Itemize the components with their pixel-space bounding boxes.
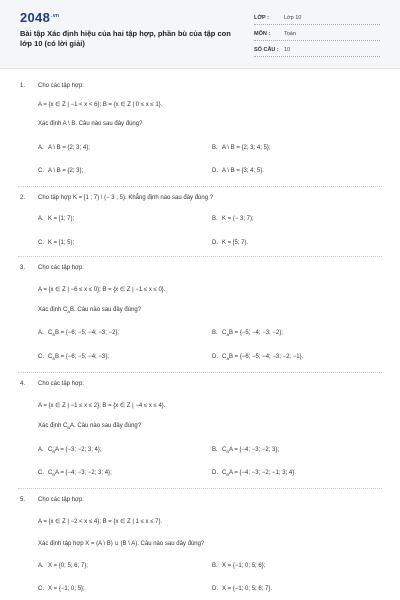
answer-option[interactable]: [212, 470, 296, 477]
option-text: $C_AB = \{-6$; −5; −4; −3; −2};: [48, 330, 120, 338]
question-text: A = {x ∈ Z | −1 < x < 6}; B = {x ∈ Z | 0 ≤ x ≤ 1}.: [38, 102, 163, 108]
question-text: Xác định $C_BA$. Câu nào sau đây đúng?: [38, 423, 142, 431]
option-text: A \ B = {2; 3; 4};: [48, 145, 90, 151]
answer-option[interactable]: [38, 330, 119, 337]
answer-option[interactable]: [212, 168, 264, 174]
option-text: A \ B = {3; 4; 5}.: [222, 168, 264, 174]
option-letter: D.: [212, 586, 218, 592]
option-letter: A.: [38, 563, 44, 569]
question-number: 1.: [20, 83, 26, 89]
answer-option[interactable]: [212, 145, 271, 151]
option-letter: C.: [38, 470, 44, 476]
option-text: $C_BA = \{-4$; −3; −2; 3};: [222, 447, 280, 455]
answer-option[interactable]: [38, 354, 109, 361]
option-letter: C.: [38, 586, 44, 592]
option-letter: A.: [38, 145, 44, 151]
option-letter: D.: [212, 168, 218, 174]
question-text: Xác định $C_AB$. Câu nào sau đây đúng?: [38, 307, 142, 315]
option-letter: B.: [212, 216, 218, 222]
answer-option[interactable]: [38, 168, 83, 174]
answer-option[interactable]: [38, 240, 74, 246]
answer-option[interactable]: [38, 216, 74, 222]
option-text: $C_BA = \{-4$; −3; −2; 3; 4};: [48, 470, 112, 478]
option-text: K = [1; 5);: [48, 240, 75, 246]
option-letter: C.: [38, 168, 44, 174]
answer-option[interactable]: [212, 216, 254, 222]
option-text: X = {−1; 0; 5};: [48, 586, 85, 592]
option-letter: A.: [38, 447, 44, 453]
answer-option[interactable]: [38, 470, 112, 477]
document-header: [0, 0, 400, 69]
question-number: 4.: [20, 381, 26, 387]
answer-option[interactable]: [212, 447, 279, 454]
question-text: A = {x ∈ Z | −2 < x ≤ 4}; B = {x ∈ Z | 1 ≤ x ≤ 7}.: [38, 519, 163, 525]
option-letter: B.: [212, 330, 218, 336]
question-text: Cho các tập hợp:: [38, 497, 84, 503]
question-text: Cho các tập hợp:: [38, 265, 84, 271]
option-text: A \ B = {2; 3; 4; 5};: [222, 145, 271, 151]
option-letter: D.: [212, 240, 218, 246]
question-divider: [18, 186, 382, 187]
option-text: A \ B = {2; 3};: [48, 168, 84, 174]
option-text: $C_AB = \{-6$; −5; −4; −3};: [48, 354, 109, 362]
option-text: X = {−1; 0; 5; 6};: [222, 563, 266, 569]
answer-option[interactable]: [212, 354, 303, 361]
option-text: K = (− 3; 7);: [222, 216, 254, 222]
option-letter: A.: [38, 330, 44, 336]
question-number: 2.: [20, 195, 26, 201]
option-letter: B.: [212, 145, 218, 151]
option-letter: D.: [212, 470, 218, 476]
answer-option[interactable]: [212, 586, 272, 592]
option-letter: C.: [38, 354, 44, 360]
question-count-field: SỐ CÂU : 10: [254, 44, 380, 57]
question-text: A = {x ∈ Z | −6 ≤ x ≤ 0}; B = {x ∈ Z | −1 ≤ x ≤ 0}.: [38, 287, 166, 293]
option-text: $C_BA = \{-4$; −3; −2; −1; 3; 4}.: [222, 470, 296, 478]
option-text: X = {0; 5; 6; 7};: [48, 563, 88, 569]
question-text: Xác định A \ B. Câu nào sau đây đúng?: [38, 121, 143, 127]
question-divider: [18, 256, 382, 257]
option-text: X = {−1; 0; 5; 6; 7}.: [222, 586, 273, 592]
option-text: $C_AB = \{-6$; −5; −4; −3; −2; −1}.: [222, 354, 304, 362]
option-text: K = [5; 7).: [222, 240, 249, 246]
option-letter: D.: [212, 354, 218, 360]
page-title: Bài tập Xác định hiệu của hai tập hợp, phần bù của tập con lớp 10 (có lời giải): [20, 29, 231, 48]
question-number: 5.: [20, 497, 26, 503]
option-letter: B.: [212, 563, 218, 569]
option-text: $C_AB = \{-5$; −4; −3; −2};: [222, 330, 283, 338]
option-text: K = [1; 7);: [48, 216, 75, 222]
subject-field: MÔN : Toán: [254, 28, 380, 41]
option-letter: B.: [212, 447, 218, 453]
answer-option[interactable]: [212, 563, 265, 569]
answer-option[interactable]: [212, 330, 283, 337]
question-divider: [18, 488, 382, 489]
option-letter: C.: [38, 240, 44, 246]
question-number: 3.: [20, 265, 26, 271]
answer-option[interactable]: [38, 563, 88, 569]
question-divider: [18, 372, 382, 373]
answer-option[interactable]: [38, 447, 102, 454]
answer-option[interactable]: [38, 586, 85, 592]
question-text: A = {x ∈ Z | −1 ≤ x ≤ 2}; B = {x ∈ Z | −4 ≤ x ≤ 4}.: [38, 403, 166, 409]
option-text: $C_BA = \{-3$; −2; 3; 4};: [48, 447, 102, 455]
option-letter: A.: [38, 216, 44, 222]
question-text: Cho các tập hợp:: [38, 381, 84, 387]
answer-option[interactable]: [38, 145, 90, 151]
question-text: Xác định tập hợp X = (A \ B) ∪ (B \ A). Câu nào sau đây đúng?: [38, 541, 205, 547]
question-text: Cho các tập hợp:: [38, 83, 84, 89]
site-logo[interactable]: $2048^{.vn}$: [20, 10, 60, 25]
question-text: Cho tập hợp K = [1 ; 7) \ (− 3 ; 5). Khẳng định nào sau đây đúng ?: [38, 195, 214, 201]
grade-field: LỚP : Lớp 10: [254, 12, 380, 25]
answer-option[interactable]: [212, 240, 248, 246]
